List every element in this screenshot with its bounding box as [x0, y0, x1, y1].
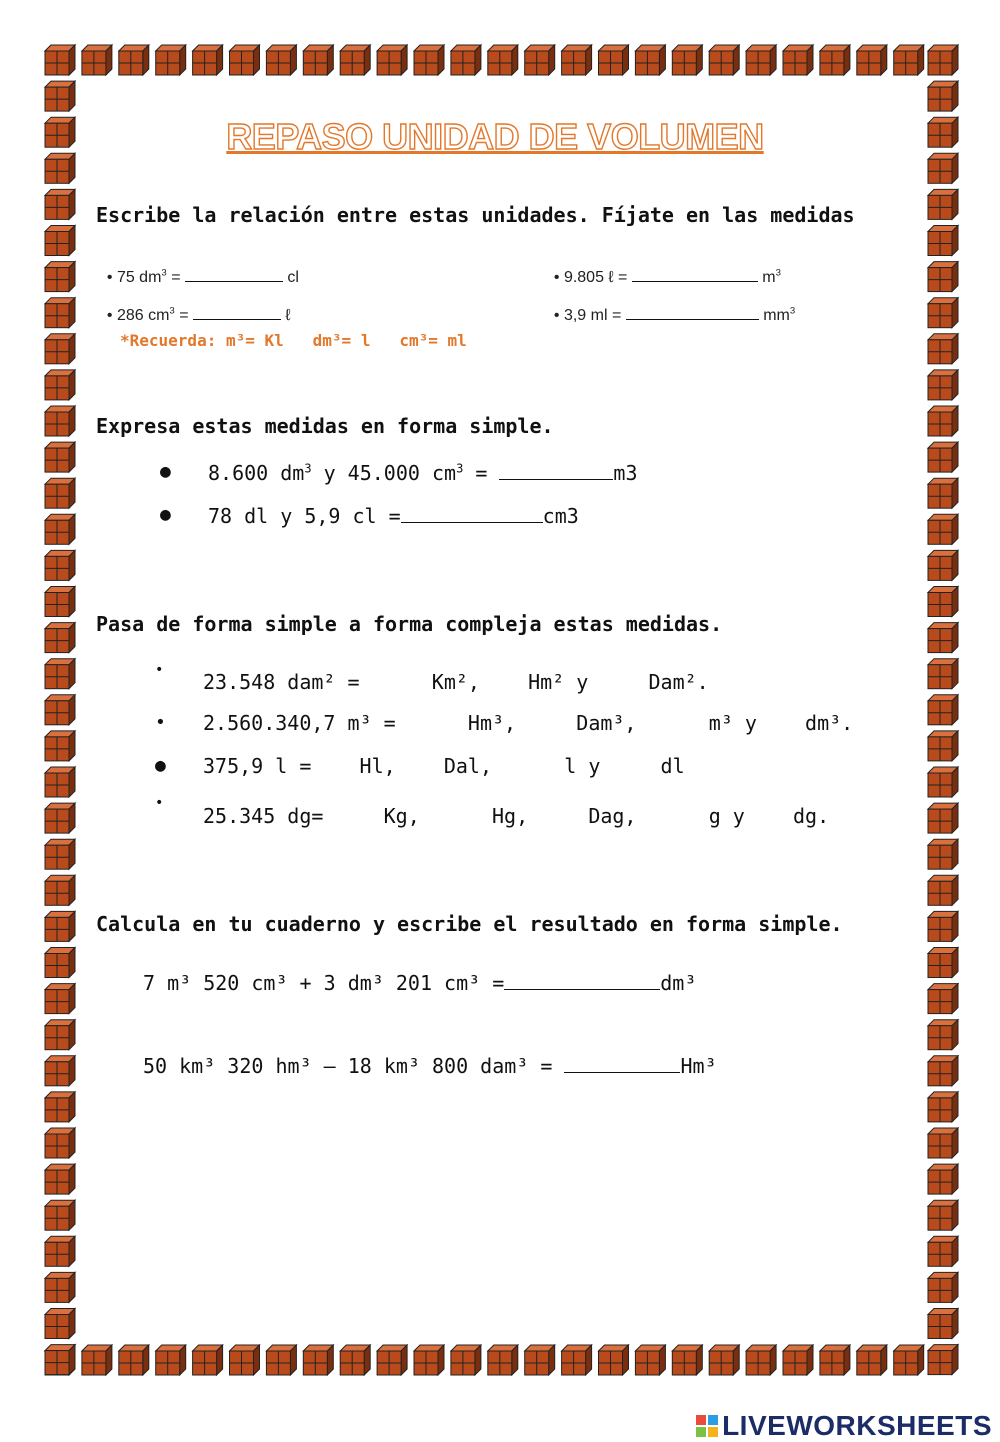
brick-cube-icon [820, 45, 850, 75]
brick-cube-icon [709, 1345, 739, 1375]
brick-cube-icon [45, 1056, 75, 1086]
brick-cube-icon [303, 45, 333, 75]
brick-cube-icon [635, 45, 665, 75]
section4-heading: Calcula en tu cuaderno y escribe el resultado en forma simple. [96, 912, 843, 936]
brick-cube-icon [928, 1056, 958, 1086]
brick-cube-icon [45, 514, 75, 544]
brick-cube-icon [928, 1345, 958, 1375]
brick-cube-icon [783, 45, 813, 75]
brick-cube-icon [45, 298, 75, 328]
brick-cube-icon [709, 45, 739, 75]
exercise-complex-1: 23.548 dam² = Km², Hm² y Dam². [203, 670, 709, 694]
brick-cube-icon [928, 45, 958, 75]
brick-cube-icon [45, 1272, 75, 1302]
section1-heading: Escribe la relación entre estas unidades. Fíjate en las medidas [96, 203, 855, 227]
brick-cube-icon [928, 587, 958, 617]
liveworksheets-logo: LIVEWORKSHEETS [680, 1378, 992, 1442]
section2-heading: Expresa estas medidas en forma simple. [96, 414, 554, 438]
brick-cube-icon [928, 984, 958, 1014]
brick-cube-icon [928, 623, 958, 653]
answer-blank[interactable] [401, 508, 543, 523]
answer-blank[interactable] [185, 267, 283, 282]
brick-cube-icon [928, 262, 958, 292]
brick-cube-icon [928, 948, 958, 978]
brick-cube-icon [45, 370, 75, 400]
brick-cube-icon [635, 1345, 665, 1375]
brick-cube-icon [928, 1092, 958, 1122]
brick-cube-icon [928, 81, 958, 111]
brick-cube-icon [119, 45, 149, 75]
brick-cube-icon [266, 45, 296, 75]
brick-cube-icon [45, 1345, 75, 1375]
brick-cube-icon [45, 587, 75, 617]
exercise-simple-2: 78 dl y 5,9 cl = cm3 [208, 504, 579, 528]
brick-cube-icon [928, 478, 958, 508]
brick-cube-icon [414, 45, 444, 75]
brick-cube-icon [894, 45, 924, 75]
brick-cube-icon [45, 189, 75, 219]
calc-1: 7 m³ 520 cm³ + 3 dm³ 201 cm³ = dm³ [143, 971, 697, 995]
answer-blank[interactable] [499, 465, 613, 480]
brick-cube-icon [45, 262, 75, 292]
brick-cube-icon [928, 1272, 958, 1302]
brick-cube-icon [45, 984, 75, 1014]
brick-cube-icon [928, 514, 958, 544]
brick-cube-icon [377, 45, 407, 75]
bullet: • [155, 662, 164, 678]
brick-cube-icon [193, 1345, 223, 1375]
brick-cube-icon [45, 1020, 75, 1050]
brick-cube-icon [451, 1345, 481, 1375]
answer-blank[interactable] [632, 267, 758, 282]
bullet: • [155, 795, 164, 811]
brick-cube-icon [193, 45, 223, 75]
brick-cube-icon [266, 1345, 296, 1375]
brick-cube-icon [45, 1128, 75, 1158]
brick-cube-icon [928, 1309, 958, 1339]
exercise-simple-1: 8.600 $dm^3$ y 45.000 $cm^3 = m3$ [208, 461, 638, 485]
brick-cube-icon [672, 1345, 702, 1375]
brick-cube-icon [119, 1345, 149, 1375]
brick-cube-icon [45, 1200, 75, 1230]
brick-cube-icon [928, 1020, 958, 1050]
brick-cube-icon [303, 1345, 333, 1375]
brick-cube-icon [672, 45, 702, 75]
brick-cube-icon [45, 406, 75, 436]
brick-cube-icon [45, 623, 75, 653]
brick-cube-icon [488, 1345, 518, 1375]
brick-cube-icon [928, 298, 958, 328]
brick-cube-icon [928, 659, 958, 689]
brick-cube-icon [928, 334, 958, 364]
brick-cube-icon [45, 659, 75, 689]
brick-cube-icon [45, 1164, 75, 1194]
exercise-9805l: • 9.805 ℓ = $m^3$ [553, 267, 781, 286]
brick-cube-icon [746, 45, 776, 75]
brick-cube-icon [599, 1345, 629, 1375]
brick-cube-icon [45, 948, 75, 978]
brick-cube-icon [857, 1345, 887, 1375]
brick-cube-icon [45, 442, 75, 472]
brick-cube-icon [928, 1128, 958, 1158]
brick-cube-icon [928, 695, 958, 725]
liveworksheets-icon [696, 1415, 718, 1437]
brick-cube-icon [783, 1345, 813, 1375]
brick-cube-icon [414, 1345, 444, 1375]
brick-cube-icon [928, 189, 958, 219]
brick-cube-icon [525, 1345, 555, 1375]
brick-cube-icon [928, 767, 958, 797]
brick-cube-icon [230, 45, 260, 75]
exercise-complex-3: 375,9 l = Hl, Dal, l y dl [203, 754, 685, 778]
brick-cube-icon [377, 1345, 407, 1375]
brick-cube-icon [928, 226, 958, 256]
brick-cube-icon [45, 1309, 75, 1339]
brick-cube-icon [340, 1345, 370, 1375]
brick-cube-icon [45, 45, 75, 75]
brick-cube-icon [230, 1345, 260, 1375]
brick-cube-icon [45, 731, 75, 761]
brick-cube-icon [928, 1236, 958, 1266]
brick-cube-icon [928, 875, 958, 905]
exercise-39ml: • 3,9 ml = $mm^3$ [553, 305, 796, 324]
brick-cube-icon [928, 370, 958, 400]
brick-cube-icon [45, 911, 75, 941]
brick-cube-icon [82, 45, 112, 75]
brick-cube-icon [156, 1345, 186, 1375]
brick-cube-icon [928, 1200, 958, 1230]
exercise-286cm3: • 286 $cm^3$ = ℓ [106, 305, 291, 324]
brick-cube-icon [82, 1345, 112, 1375]
brick-cube-icon [45, 1236, 75, 1266]
answer-blank[interactable] [626, 305, 759, 320]
exercise-complex-4: 25.345 dg= Kg, Hg, Dag, g y dg. [203, 804, 830, 828]
brick-cube-icon [928, 731, 958, 761]
bullet: ● [160, 504, 171, 525]
brick-cube-icon [45, 334, 75, 364]
brick-cube-icon [928, 911, 958, 941]
brick-cube-icon [857, 45, 887, 75]
brick-cube-icon [928, 442, 958, 472]
calc-2: 50 km³ 320 hm³ – 18 km³ 800 dam³ = Hm³ [143, 1054, 717, 1078]
brick-cube-icon [45, 875, 75, 905]
brick-cube-icon [340, 45, 370, 75]
answer-blank[interactable] [504, 975, 660, 990]
brick-cube-icon [928, 406, 958, 436]
exercise-75dm3: • 75 $dm^3$ = cl [106, 267, 299, 286]
exercise-complex-2: 2.560.340,7 m³ = Hm³, Dam³, m³ y dm³. [203, 711, 854, 735]
bullet: ● [160, 461, 171, 482]
brick-cube-icon [599, 45, 629, 75]
brick-cube-icon [451, 45, 481, 75]
brick-cube-icon [45, 226, 75, 256]
answer-blank[interactable] [564, 1058, 680, 1073]
answer-blank[interactable] [193, 305, 281, 320]
brick-cube-icon [928, 1164, 958, 1194]
section3-heading: Pasa de forma simple a forma compleja estas medidas. [96, 612, 723, 636]
brick-cube-icon [746, 1345, 776, 1375]
brick-cube-icon [156, 45, 186, 75]
brick-cube-icon [45, 1092, 75, 1122]
brick-cube-icon [928, 803, 958, 833]
brick-cube-icon [562, 1345, 592, 1375]
page-title: REPASO UNIDAD DE VOLUMEN [226, 116, 764, 157]
brick-cube-icon [45, 478, 75, 508]
brick-cube-icon [562, 45, 592, 75]
brick-cube-icon [820, 1345, 850, 1375]
bullet: ● [155, 755, 166, 776]
reminder-note: *Recuerda: m³= Kl dm³= l cm³= ml [120, 331, 467, 350]
brick-cube-icon [525, 45, 555, 75]
bullet: • [155, 712, 166, 733]
brick-cube-icon [45, 81, 75, 111]
brick-cube-icon [45, 550, 75, 580]
brick-cube-icon [45, 695, 75, 725]
brick-cube-icon [894, 1345, 924, 1375]
brick-cube-icon [45, 767, 75, 797]
brick-cube-icon [488, 45, 518, 75]
brick-cube-icon [928, 550, 958, 580]
brick-cube-icon [45, 803, 75, 833]
brick-cube-icon [928, 839, 958, 869]
brick-cube-icon [45, 839, 75, 869]
